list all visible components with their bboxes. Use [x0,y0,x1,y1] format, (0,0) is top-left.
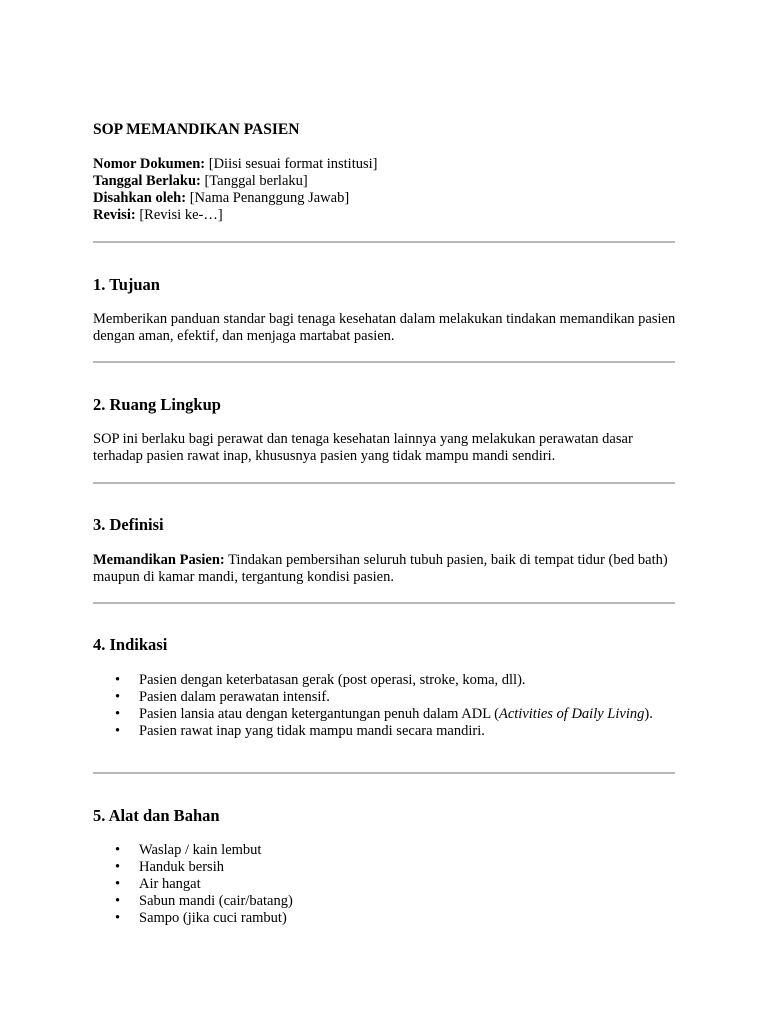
meta-revisi [93,207,377,224]
document-title: SOP MEMANDIKAN PASIEN [93,121,300,138]
section-divider [93,241,675,243]
list-item: • Handuk bersih [93,859,675,876]
list-item [93,706,675,723]
meta-label: Revisi: [93,207,136,223]
indikasi-list [93,672,675,740]
alat-bahan-list [93,842,675,927]
list-item: • Pasien dengan keterbatasan gerak (post operasi, stroke, koma, dll). [93,672,675,689]
meta-disahkan-oleh [93,190,377,207]
tujuan-text: Memberikan panduan standar bagi tenaga kesehatan dalam melakukan tindakan memandikan pasien dengan aman, efektif, dan menjaga martabat pasien. [93,311,676,344]
list-item-text: ). [644,706,653,722]
list-item: • Waslap / kain lembut [93,842,675,859]
definisi-text [93,552,683,586]
meta-tanggal-berlaku [93,173,377,190]
section-divider [93,361,675,363]
meta-value: [Tanggal berlaku] [200,173,308,189]
list-item: • Pasien rawat inap yang tidak mampu mandi secara mandiri. [93,723,675,740]
definisi-description: Tindakan pembersihan seluruh tubuh pasien, baik di tempat tidur (bed bath) maupun di kamar mandi, tergantung kondisi pasien. [93,552,668,585]
section-divider [93,482,675,484]
meta-value: [Revisi ke-…] [135,207,223,223]
meta-label: Tanggal Berlaku: [93,173,201,189]
list-item-italic: Activities of Daily Living [498,706,645,722]
meta-label: Nomor Dokumen: [93,156,206,172]
ruang-lingkup-text: SOP ini berlaku bagi perawat dan tenaga kesehatan lainnya yang melakukan perawatan dasar terhadap pasien rawat inap, khususnya pasien yang tidak mampu mandi sendiri. [93,431,633,464]
list-item: • Sabun mandi (cair/batang) [93,893,675,910]
section-heading-tujuan: 1. Tujuan [93,275,160,294]
list-item: • Pasien dalam perawatan intensif. [93,689,675,706]
meta-nomor-dokumen [93,156,377,173]
meta-label: Disahkan oleh: [93,190,187,206]
list-item: • Sampo (jika cuci rambut) [93,910,675,927]
meta-value: [Nama Penanggung Jawab] [186,190,350,206]
section-heading-ruang-lingkup: 2. Ruang Lingkup [93,395,221,414]
list-item-text: Pasien lansia atau dengan ketergantungan penuh dalam ADL ( [139,706,499,722]
meta-value: [Diisi sesuai format institusi] [205,156,378,172]
section-divider [93,772,675,774]
section-heading-alat-bahan: 5. Alat dan Bahan [93,806,220,825]
definisi-term: Memandikan Pasien: [93,552,225,568]
section-heading-definisi: 3. Definisi [93,515,164,534]
section-divider [93,602,675,604]
document-metadata [93,156,377,224]
section-heading-indikasi: 4. Indikasi [93,635,168,654]
list-item: • Air hangat [93,876,675,893]
